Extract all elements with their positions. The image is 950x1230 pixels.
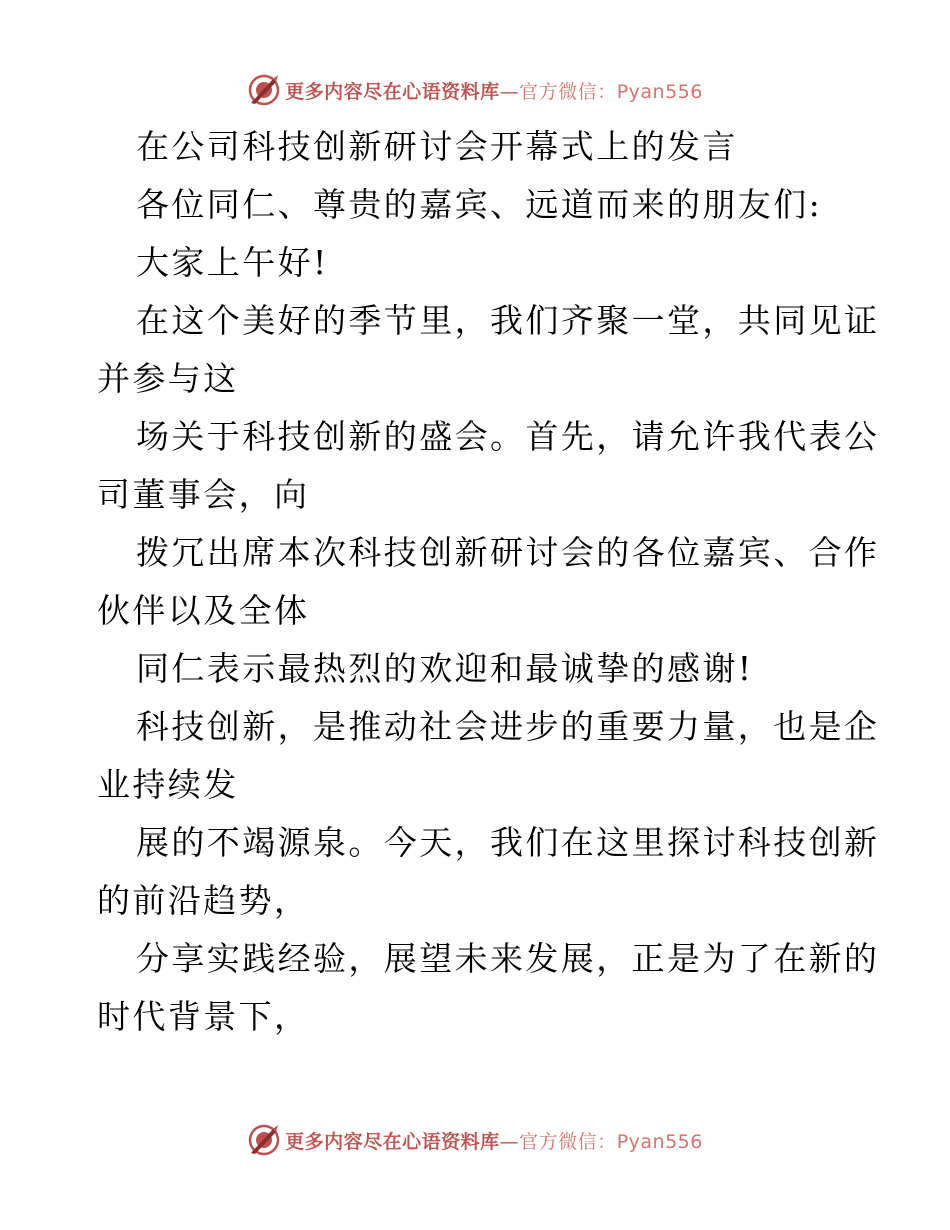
doc-line: 的前沿趋势，	[97, 881, 310, 920]
banner-brand-text: 更多内容尽在心语资料库	[285, 1130, 500, 1153]
header-banner	[0, 70, 950, 110]
doc-line: 各位同仁、尊贵的嘉宾、远道而来的朋友们:	[136, 185, 823, 224]
quill-logo-icon	[247, 73, 281, 107]
footer-banner	[0, 1120, 950, 1160]
doc-line: 并参与这	[97, 359, 239, 398]
document-body	[97, 118, 880, 1046]
banner-wechat-id: Pyan556	[616, 1130, 703, 1153]
doc-line: 大家上午好!	[136, 243, 329, 282]
banner-wechat-label: 官方微信：	[519, 1130, 617, 1153]
banner-brand-text: 更多内容尽在心语资料库	[285, 80, 500, 103]
doc-line: 业持续发	[97, 765, 239, 804]
banner-dash: —	[499, 80, 520, 103]
quill-logo-icon	[247, 1123, 281, 1157]
doc-line: 科技创新，是推动社会进步的重要力量，也是企	[136, 707, 880, 746]
banner-wechat-id: Pyan556	[616, 80, 703, 103]
banner-wechat-label: 官方微信：	[519, 80, 617, 103]
banner-dash: —	[499, 1130, 520, 1153]
doc-line: 在这个美好的季节里，我们齐聚一堂，共同见证	[136, 301, 880, 340]
doc-line: 时代背景下，	[97, 997, 310, 1036]
doc-line: 分享实践经验，展望未来发展，正是为了在新的	[136, 939, 880, 978]
doc-line: 场关于科技创新的盛会。首先，请允许我代表公	[136, 417, 880, 456]
doc-line: 同仁表示最热烈的欢迎和最诚挚的感谢!	[136, 649, 754, 688]
doc-line: 拨冗出席本次科技创新研讨会的各位嘉宾、合作	[136, 533, 880, 572]
doc-line: 伙伴以及全体	[97, 591, 310, 630]
doc-title: 在公司科技创新研讨会开幕式上的发言	[136, 127, 738, 166]
doc-line: 司董事会，向	[97, 475, 310, 514]
doc-line: 展的不竭源泉。今天，我们在这里探讨科技创新	[136, 823, 880, 862]
